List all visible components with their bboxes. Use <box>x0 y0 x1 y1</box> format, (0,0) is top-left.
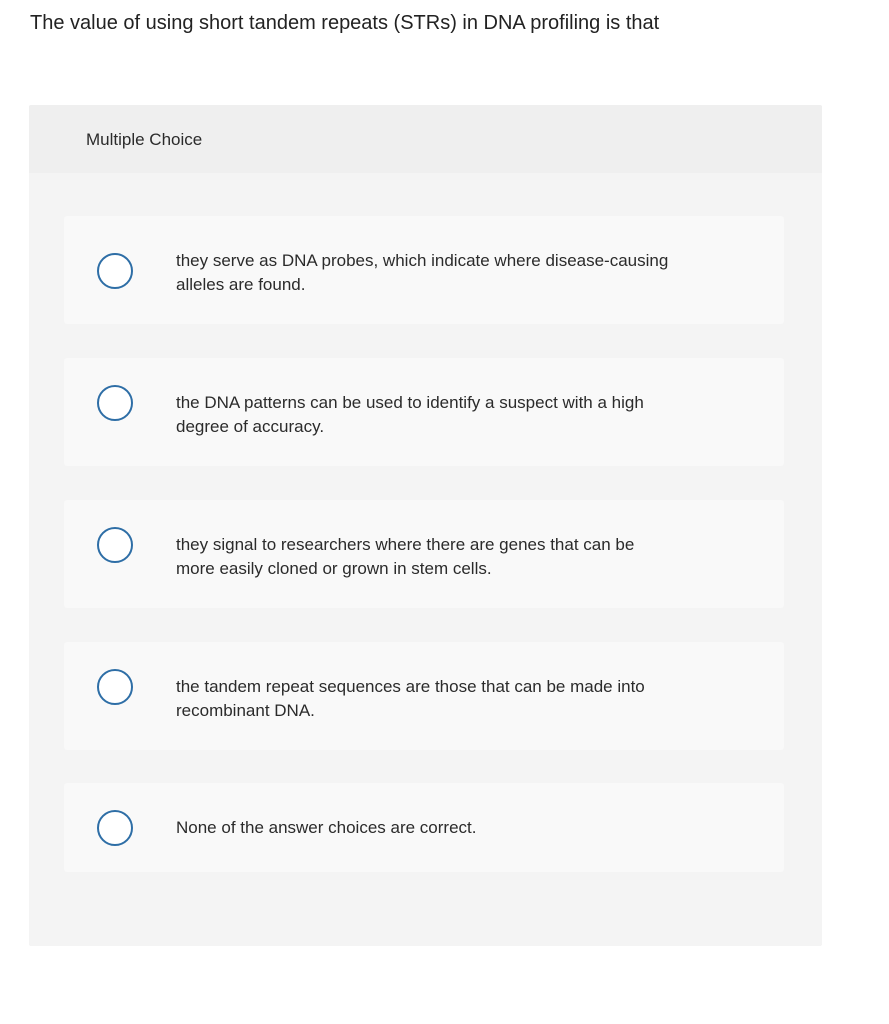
multiple-choice-panel <box>29 105 822 946</box>
answer-option-5[interactable] <box>64 783 784 872</box>
radio-button-icon[interactable] <box>97 385 133 421</box>
radio-button-icon[interactable] <box>97 669 133 705</box>
answer-option-text: they signal to researchers where there are genes that can be more easily cloned or grown in stem cells. <box>176 535 635 578</box>
answer-option-1[interactable] <box>64 216 784 324</box>
panel-header <box>29 105 822 173</box>
answer-option-text: None of the answer choices are correct. <box>176 818 477 837</box>
answer-option-2[interactable] <box>64 358 784 466</box>
answer-option-text: the tandem repeat sequences are those that can be made into recombinant DNA. <box>176 677 645 720</box>
answer-option-3[interactable] <box>64 500 784 608</box>
answer-option-text: the DNA patterns can be used to identify a suspect with a high degree of accuracy. <box>176 393 644 436</box>
radio-button-icon[interactable] <box>97 253 133 289</box>
question-text: The value of using short tandem repeats (STRs) in DNA profiling is that <box>30 12 660 34</box>
radio-button-icon[interactable] <box>97 527 133 563</box>
radio-button-icon[interactable] <box>97 810 133 846</box>
question-type-label: Multiple Choice <box>86 130 203 149</box>
answer-option-4[interactable] <box>64 642 784 750</box>
answer-option-text: they serve as DNA probes, which indicate where disease-causing alleles are found. <box>176 251 669 294</box>
